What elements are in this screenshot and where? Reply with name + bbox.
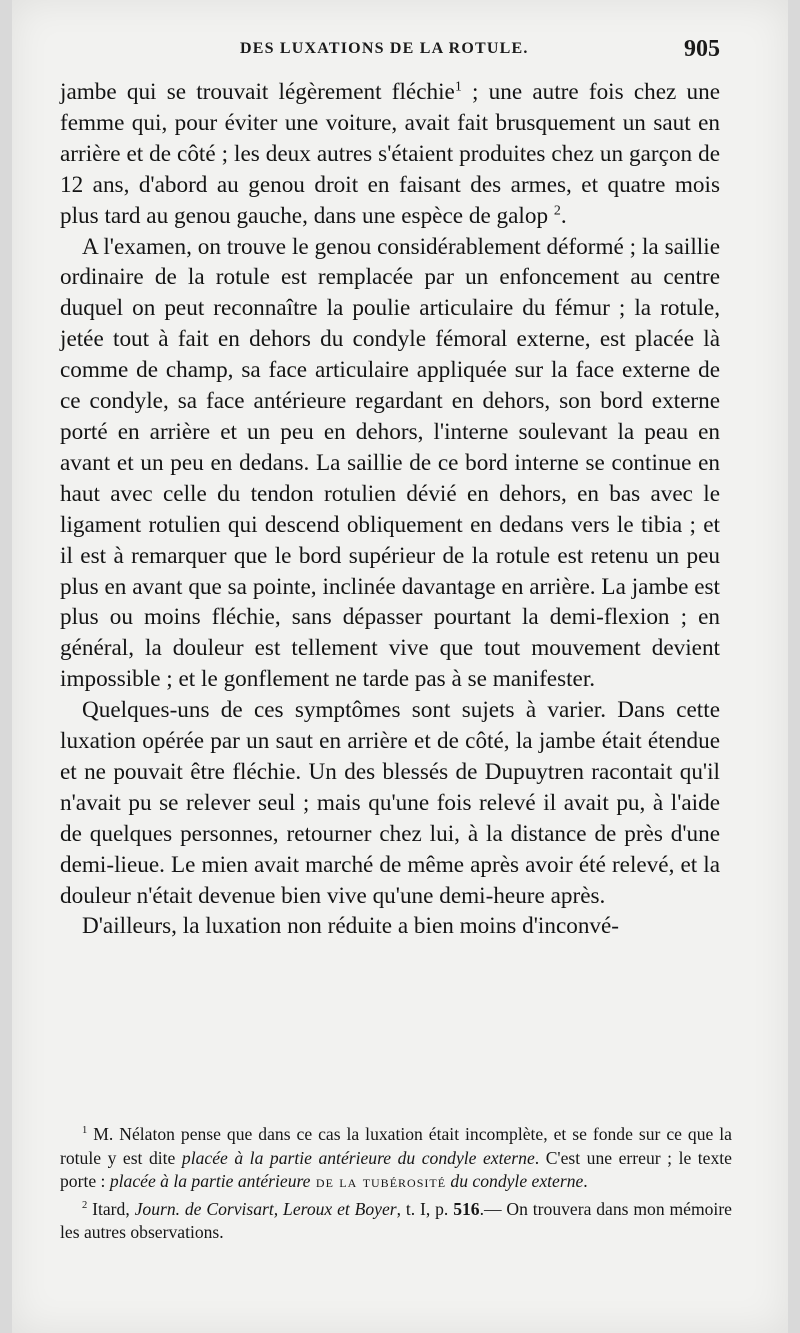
footnote-2 — [60, 1198, 732, 1245]
paragraph-1 — [60, 77, 720, 232]
page-header — [12, 36, 788, 66]
paragraph-1-part-a: jambe qui se trouvait légèrement fléchie — [60, 79, 455, 105]
footnote-2-text-1: Itard, — [87, 1198, 135, 1219]
footnote-1-text-2: . C'est une erreur ; le texte porte : — [60, 1147, 732, 1192]
paragraph-1-part-c: . — [560, 202, 567, 229]
footnote-2-italic-1: Journ. de Corvisart, Leroux et Boyer — [134, 1198, 397, 1219]
paragraph-1-part-b: ; une autre fois chez une femme qui, pour éviter une voiture, avait fait brusquement un saut en arrière et de côté ; les deux autres s'étaient produites chez un garçon de 12 ans, d'abord au genou droit en faisant des armes, et quatre mois plus tard au genou gauche, dans une espèce de galop — [60, 79, 721, 229]
footnote-2-page-ref: 516 — [453, 1198, 480, 1219]
footnote-1-italic-2: placée à la partie antérieure — [109, 1171, 311, 1192]
footnote-1-small-caps: de la tubérosité — [310, 1171, 447, 1192]
running-title: DES LUXATIONS DE LA ROTULE. — [240, 40, 529, 57]
footnote-ref-2: 2 — [553, 202, 561, 218]
footnote-1-text-3: . — [583, 1171, 588, 1192]
footnote-1-text-1: M. Nélaton pense que dans ce cas la luxation était incomplète, et se fonde sur ce que la rotule y est dite — [60, 1124, 732, 1168]
footnote-1 — [60, 1123, 732, 1194]
page-number: 905 — [684, 36, 720, 62]
footnote-2-text-2: , t. I, p. — [396, 1198, 454, 1219]
footnote-2-text-3: .— On trouvera dans mon mémoire les autres observations. — [60, 1198, 732, 1243]
footnote-2-marker: 2 — [82, 1199, 88, 1211]
footnote-ref-1: 1 — [454, 79, 462, 95]
paragraph-4: D'ailleurs, la luxation non réduite a bien moins d'inconvé- — [82, 913, 620, 940]
footnote-1-italic-1: placée à la partie antérieure du condyle externe — [181, 1147, 535, 1168]
footnotes — [60, 1123, 732, 1245]
footnote-1-marker: 1 — [82, 1125, 88, 1137]
paragraph-2: A l'examen, on trouve le genou considérablement déformé ; la saillie ordinaire de la rotule est remplacée par un enfoncement au centre duquel on peut reconnaître la poulie articulaire du fémur ; la rotule, jetée tout à fait en dehors du condyle fémoral externe, est placée là comme de champ, sa face articulaire appliquée sur la face externe de ce condyle, sa face antérieure regardant en dehors, son bord externe porté en arrière et un peu en dehors, l'interne soulevant la peau en avant et un peu en dedans. La saillie de ce bord interne se continue en haut avec celle du tendon rotulien dévié en dehors, en bas avec le ligament rotulien qui descend obliquement en dedans vers le tibia ; et il est à remarquer que le bord supérieur de la rotule est retenu un peu plus en avant que sa pointe, inclinée davantage en arrière. La jambe est plus ou moins fléchie, sans dépasser pourtant la demi-flexion ; en général, la douleur est tellement vive que tout mouvement devient impossible ; et le gonflement ne tarde pas à se manifester. — [60, 233, 720, 693]
paragraph-3: Quelques-uns de ces symptômes sont sujets à varier. Dans cette luxation opérée par un saut en arrière et de côté, la jambe était étendue et ne pouvait être fléchie. Un des blessés de Dupuytren racontait qu'il n'avait pu se relever seul ; mais qu'une fois relevé il avait pu, à l'aide de quelques personnes, retourner chez lui, à la distance de près d'une demi-lieue. Le mien avait marché de même après avoir été relevé, et la douleur n'était devenue bien vive qu'une demi-heure après. — [60, 697, 720, 909]
book-page — [12, 0, 788, 1333]
footnote-1-italic-3: du condyle externe — [446, 1171, 584, 1192]
main-text — [60, 77, 720, 942]
